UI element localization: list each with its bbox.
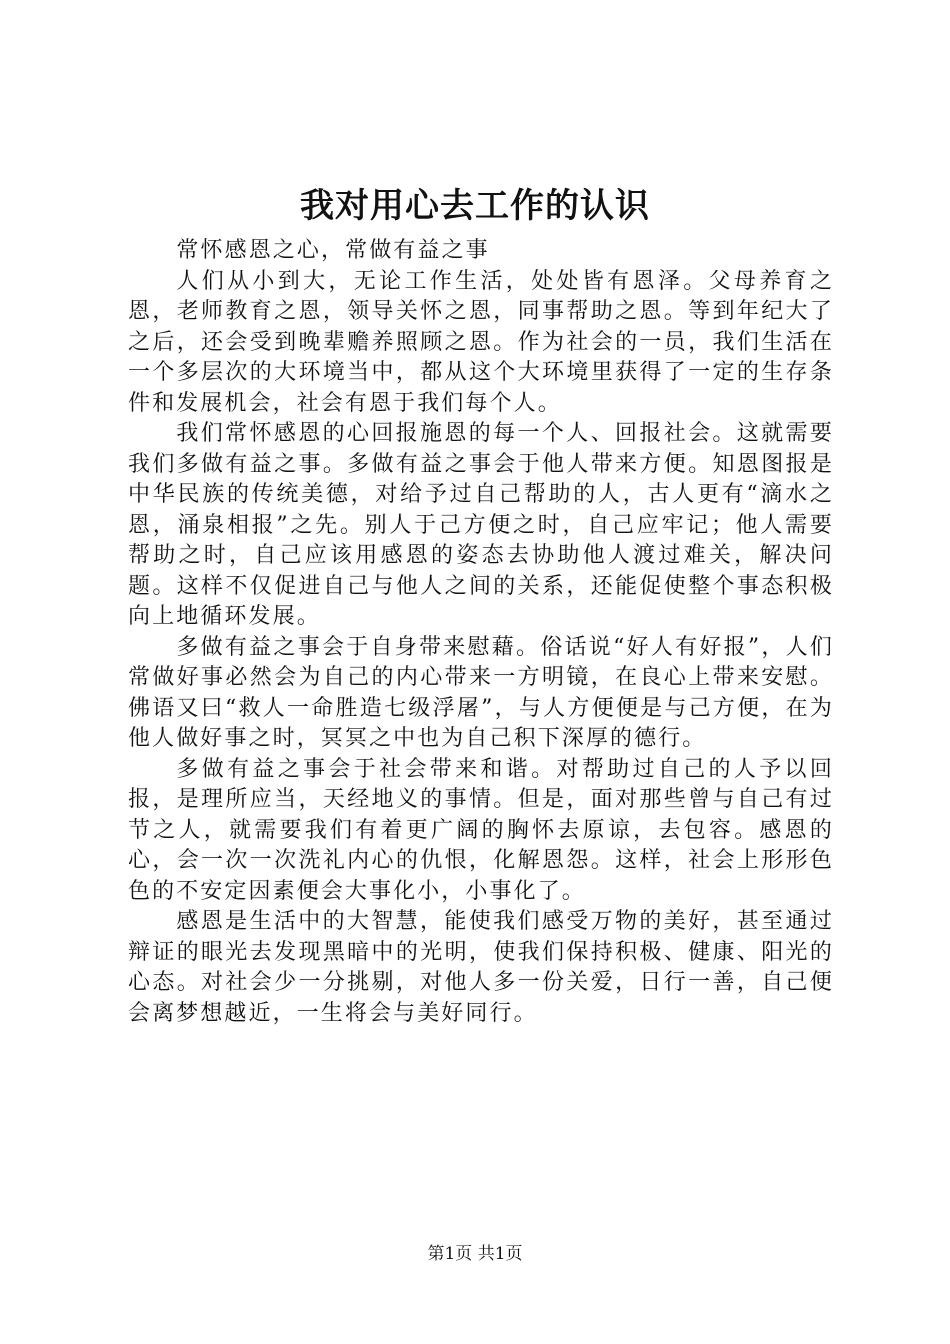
paragraph-subtitle: 常怀感恩之心，常做有益之事	[176, 238, 490, 263]
paragraph: 感恩是生活中的大智慧，能使我们感受万物的美好，甚至通过辩证的眼光去发现黑暗中的光明，使我们保持积极、健康、阳光的心态。对社会少一分挑剔，对他人多一份关爱，日行一善，自己便会离梦想越近，一生将会与美好同行。	[128, 909, 834, 1026]
paragraph: 多做有益之事会于自身带来慰藉。俗话说“好人有好报”，人们常做好事必然会为自己的内心带来一方明镜，在良心上带来安慰。佛语又曰“救人一命胜造七级浮屠”，与人方便便是与己方便，在为他人做好事之时，冥冥之中也为自己积下深厚的德行。	[128, 634, 834, 751]
document-title: 我对用心去工作的认识	[300, 186, 650, 226]
paragraph: 我们常怀感恩的心回报施恩的每一个人、回报社会。这就需要我们多做有益之事。多做有益之事会于他人带来方便。知恩图报是中华民族的传统美德，对给予过自己帮助的人，古人更有“滴水之恩，涌泉相报”之先。别人于己方便之时，自己应牢记；他人需要帮助之时，自己应该用感恩的姿态去协助他人渡过难关，解决问题。这样不仅促进自己与他人之间的关系，还能促使整个事态积极向上地循环发展。	[128, 421, 834, 629]
paragraph: 人们从小到大，无论工作生活，处处皆有恩泽。父母养育之恩，老师教育之恩，领导关怀之恩，同事帮助之恩。等到年纪大了之后，还会受到晚辈赡养照顾之恩。作为社会的一员，我们生活在一个多层次的大环境当中，都从这个大环境里获得了一定的生存条件和发展机会，社会有恩于我们每个人。	[128, 268, 834, 416]
page-number-footer: 第1页 共1页	[427, 1244, 523, 1264]
paragraph: 多做有益之事会于社会带来和谐。对帮助过自己的人予以回报，是理所应当，天经地义的事情。但是，面对那些曾与自己有过节之人，就需要我们有着更广阔的胸怀去原谅，去包容。感恩的心，会一次一次洗礼内心的仇恨，化解恩怨。这样，社会上形形色色的不安定因素便会大事化小，小事化了。	[128, 756, 834, 904]
document-body	[128, 236, 834, 1029]
